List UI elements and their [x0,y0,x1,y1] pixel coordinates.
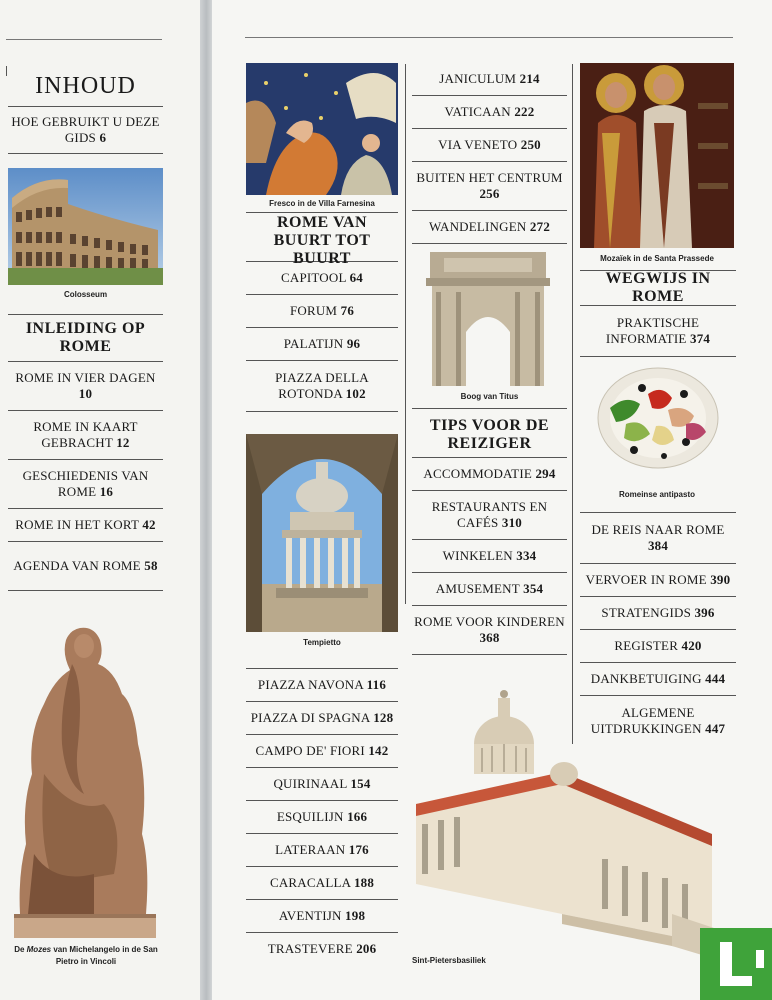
column-3-top [580,270,736,357]
caption-antipasto: Romeinse antipasto [618,490,695,499]
toc-entry[interactable]: PIAZZA DI SPAGNA 128 [246,702,398,735]
caption-fresco: Fresco in de Villa Farnesina [269,199,375,208]
toc-entry[interactable]: GESCHIEDENIS VAN ROME 16 [8,460,163,509]
colosseum-image [8,168,163,285]
column-3-bottom [580,512,736,746]
toc-entry[interactable]: ALGEMENE UITDRUKKINGEN 447 [590,705,726,736]
toc-entry[interactable]: AVENTIJN 198 [246,900,398,933]
section-heading-intro: INLEIDING OP ROME [8,315,163,362]
toc-entry[interactable]: ROME VOOR KINDEREN 368 [412,606,567,655]
section-heading-wegwijs: WEGWIJS IN ROME [580,271,736,306]
toc-entry[interactable]: TRASTEVERE 206 [267,941,377,956]
column-1-bottom [246,668,398,965]
toc-entry[interactable]: AGENDA VAN ROME 58 [8,542,163,591]
toc-entry[interactable]: CARACALLA 188 [246,867,398,900]
toc-entry[interactable]: JANICULUM 214 [412,63,567,96]
toc-entry[interactable]: LATERAAN 176 [246,834,398,867]
caption-boog: Boog van Titus [460,392,519,401]
toc-entry[interactable]: ROME IN KAART GEBRACHT 12 [8,411,163,460]
section-heading-buurt: ROME VAN BUURT TOT BUURT [246,221,398,262]
col-divider-1 [405,64,406,604]
column-2-top [412,63,567,244]
caption-mozes: De Mozes van Michelangelo in de San Pietro in Vincoli [14,945,158,966]
tempietto-image [246,434,398,632]
mosaic-image [580,63,734,248]
toc-entry[interactable]: FORUM 76 [246,295,398,328]
toc-entry[interactable]: AMUSEMENT 354 [412,573,567,606]
toc-entry[interactable]: ROME IN HET KORT 42 [8,509,163,542]
moses-statue-image [14,624,156,938]
antipasto-image [596,364,720,472]
toc-entry[interactable]: HOE GEBRUIKT U DEZE GIDS 6 [8,107,163,154]
toc-entry[interactable]: ROME IN VIER DAGEN 10 [8,362,163,411]
left-column [8,66,163,591]
toc-entry[interactable]: WANDELINGEN 272 [412,211,567,244]
column-2-middle [412,408,567,655]
toc-entry[interactable]: ESQUILIJN 166 [246,801,398,834]
page-title: INHOUD [8,66,163,107]
col-divider-2 [572,64,573,744]
caption-colosseum: Colosseum [63,290,108,299]
left-col-divider [6,66,7,76]
toc-entry[interactable]: BUITEN HET CENTRUM 256 [412,162,567,211]
toc-entry[interactable]: DE REIS NAAR ROME 384 [580,513,736,564]
toc-entry[interactable]: VATICAAN 222 [412,96,567,129]
toc-entry[interactable]: QUIRINAAL 154 [246,768,398,801]
caption-sint-pieters: Sint-Pietersbasiliek [412,956,486,965]
caption-tempietto: Tempietto [303,638,341,647]
right-top-rule [245,37,733,38]
fresco-image [246,63,398,195]
left-top-rule [6,39,162,40]
column-1-top [246,212,398,412]
toc-entry[interactable]: WINKELEN 334 [412,540,567,573]
toc-entry[interactable]: PALATIJN 96 [246,328,398,361]
toc-entry[interactable]: REGISTER 420 [580,630,736,663]
arch-of-titus-image [424,252,552,386]
toc-entry[interactable]: CAPITOOL 64 [246,262,398,295]
toc-entry[interactable]: ACCOMMODATIE 294 [412,458,567,491]
toc-entry[interactable]: PRAKTISCHE INFORMATIE 374 [580,306,736,357]
toc-entry[interactable]: DANKBETUIGING 444 [580,663,736,696]
corner-logo-icon [700,928,772,1000]
toc-entry[interactable]: CAMPO DE' FIORI 142 [246,735,398,768]
caption-mozaiek: Mozaïek in de Santa Prassede [600,254,714,263]
toc-entry[interactable]: RESTAURANTS EN CAFÉS 310 [412,491,567,540]
toc-entry[interactable]: STRATENGIDS 396 [580,597,736,630]
section-heading-tips: TIPS VOOR DE REIZIGER [412,413,567,458]
toc-entry[interactable]: PIAZZA DELLA ROTONDA 102 [246,361,398,412]
toc-entry[interactable]: VIA VENETO 250 [412,129,567,162]
toc-entry[interactable]: VERVOER IN ROME 390 [580,564,736,597]
toc-entry[interactable]: PIAZZA NAVONA 116 [246,669,398,702]
